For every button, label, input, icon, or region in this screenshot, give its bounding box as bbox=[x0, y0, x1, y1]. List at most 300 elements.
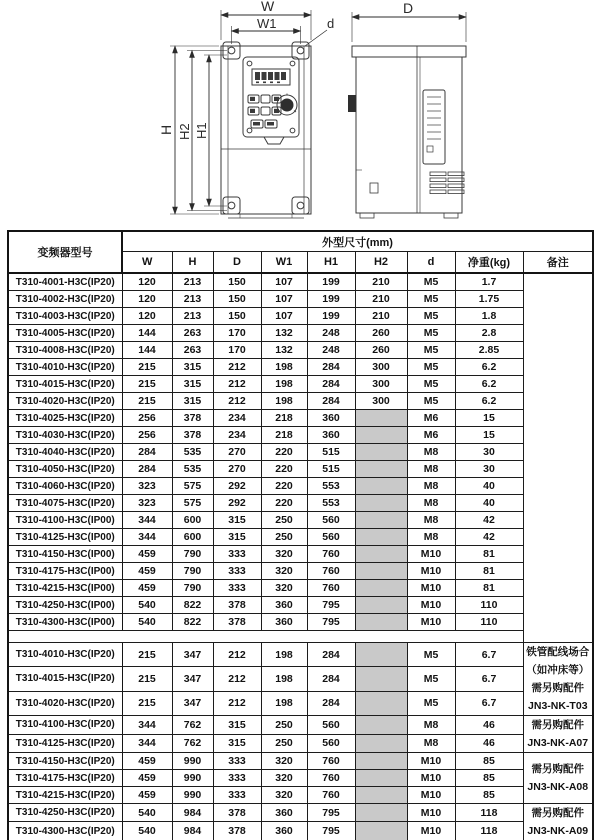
dim-cell: 212 bbox=[213, 393, 261, 410]
dim-cell: 248 bbox=[307, 342, 355, 359]
dim-cell: 40 bbox=[455, 478, 523, 495]
model-cell: T310-4050-H3C(IP20) bbox=[8, 461, 122, 478]
table-row bbox=[8, 359, 593, 376]
model-cell: T310-4215-H3C(IP00) bbox=[8, 580, 122, 597]
dim-cell bbox=[355, 716, 407, 735]
dim-cell: 215 bbox=[122, 359, 172, 376]
table-row bbox=[8, 427, 593, 444]
dim-cell: M8 bbox=[407, 495, 455, 512]
dim-cell: 315 bbox=[213, 734, 261, 753]
dim-cell: 790 bbox=[172, 580, 213, 597]
dim-cell: M5 bbox=[407, 325, 455, 342]
dim-label-h: H bbox=[158, 124, 174, 135]
dim-cell: 6.2 bbox=[455, 376, 523, 393]
dim-cell: M10 bbox=[407, 787, 455, 804]
model-cell: T310-4125-H3C(IP00) bbox=[8, 529, 122, 546]
dim-cell: 107 bbox=[261, 291, 307, 308]
dim-cell: 323 bbox=[122, 478, 172, 495]
dim-cell: 333 bbox=[213, 563, 261, 580]
dimension-drawing bbox=[0, 0, 600, 230]
table-row bbox=[8, 597, 593, 614]
dim-cell: 760 bbox=[307, 787, 355, 804]
header-col-w: W bbox=[122, 252, 172, 274]
dim-cell: M8 bbox=[407, 478, 455, 495]
table-row bbox=[8, 822, 593, 840]
dim-cell: 212 bbox=[213, 359, 261, 376]
dim-cell: 212 bbox=[213, 691, 261, 715]
remark-cell: 需另购配件 JN3-NK-A09 bbox=[523, 804, 593, 840]
front-view bbox=[221, 42, 311, 218]
dim-cell: 553 bbox=[307, 495, 355, 512]
dim-cell: 120 bbox=[122, 273, 172, 291]
model-cell: T310-4250-H3C(IP20) bbox=[8, 804, 122, 822]
dim-cell: 263 bbox=[172, 325, 213, 342]
dim-cell: 990 bbox=[172, 770, 213, 787]
dim-cell: 218 bbox=[261, 427, 307, 444]
model-cell: T310-4060-H3C(IP20) bbox=[8, 478, 122, 495]
dim-cell: 315 bbox=[172, 393, 213, 410]
table-body bbox=[8, 273, 593, 840]
dim-cell: 360 bbox=[261, 597, 307, 614]
dim-cell: 118 bbox=[455, 822, 523, 840]
dim-cell: 256 bbox=[122, 427, 172, 444]
dim-cell: 292 bbox=[213, 478, 261, 495]
knob bbox=[277, 94, 297, 116]
model-cell: T310-4008-H3C(IP20) bbox=[8, 342, 122, 359]
dim-cell: 144 bbox=[122, 325, 172, 342]
dim-cell: 40 bbox=[455, 495, 523, 512]
dim-cell: 360 bbox=[307, 427, 355, 444]
dim-cell: 560 bbox=[307, 716, 355, 735]
table-row bbox=[8, 393, 593, 410]
dim-label-w: W bbox=[261, 0, 275, 14]
dim-cell: 170 bbox=[213, 342, 261, 359]
dim-cell: 150 bbox=[213, 308, 261, 325]
dim-cell: 333 bbox=[213, 787, 261, 804]
dim-cell: M5 bbox=[407, 342, 455, 359]
table-row bbox=[8, 342, 593, 359]
dim-cell bbox=[355, 546, 407, 563]
model-cell: T310-4001-H3C(IP20) bbox=[8, 273, 122, 291]
table-row bbox=[8, 478, 593, 495]
dim-cell: 144 bbox=[122, 342, 172, 359]
dim-cell: 459 bbox=[122, 753, 172, 770]
dim-cell: 795 bbox=[307, 597, 355, 614]
remark-cell bbox=[523, 273, 593, 643]
dim-cell: 344 bbox=[122, 716, 172, 735]
dim-cell: 822 bbox=[172, 614, 213, 631]
table-row bbox=[8, 614, 593, 631]
dim-cell bbox=[355, 478, 407, 495]
dim-cell: 315 bbox=[213, 512, 261, 529]
dim-cell: 347 bbox=[172, 667, 213, 691]
dim-cell: 220 bbox=[261, 495, 307, 512]
model-cell: T310-4100-H3C(IP20) bbox=[8, 716, 122, 735]
dim-cell: 360 bbox=[261, 804, 307, 822]
dim-cell: 250 bbox=[261, 529, 307, 546]
dim-cell bbox=[355, 461, 407, 478]
dim-cell: 198 bbox=[261, 667, 307, 691]
dim-cell: 270 bbox=[213, 461, 261, 478]
table-row bbox=[8, 308, 593, 325]
table-row bbox=[8, 376, 593, 393]
dim-cell: 1.75 bbox=[455, 291, 523, 308]
dim-cell: 284 bbox=[307, 359, 355, 376]
dim-cell: 315 bbox=[172, 359, 213, 376]
table-row bbox=[8, 770, 593, 787]
remark-cell: 需另购配件 JN3-NK-A07 bbox=[523, 716, 593, 753]
dim-cell: 378 bbox=[213, 804, 261, 822]
dim-cell: 320 bbox=[261, 787, 307, 804]
dim-cell: 215 bbox=[122, 376, 172, 393]
dim-cell: 535 bbox=[172, 461, 213, 478]
table-row bbox=[8, 643, 593, 667]
header-col-w1: W1 bbox=[261, 252, 307, 274]
dim-cell: M6 bbox=[407, 410, 455, 427]
dim-cell: M5 bbox=[407, 308, 455, 325]
dim-cell: 990 bbox=[172, 787, 213, 804]
dim-cell: 284 bbox=[307, 691, 355, 715]
dim-cell: 600 bbox=[172, 529, 213, 546]
dim-cell: 378 bbox=[213, 822, 261, 840]
dim-cell: 320 bbox=[261, 546, 307, 563]
dim-cell: M5 bbox=[407, 643, 455, 667]
table-row bbox=[8, 461, 593, 478]
dim-cell bbox=[355, 512, 407, 529]
dim-cell: 320 bbox=[261, 563, 307, 580]
dim-cell: 118 bbox=[455, 804, 523, 822]
dim-cell: 300 bbox=[355, 393, 407, 410]
table-row bbox=[8, 546, 593, 563]
dim-cell: 198 bbox=[261, 393, 307, 410]
dim-cell: 256 bbox=[122, 410, 172, 427]
model-cell: T310-4025-H3C(IP20) bbox=[8, 410, 122, 427]
dim-cell: 199 bbox=[307, 291, 355, 308]
dim-cell: 198 bbox=[261, 376, 307, 393]
model-cell: T310-4015-H3C(IP20) bbox=[8, 667, 122, 691]
dim-cell: M5 bbox=[407, 667, 455, 691]
dim-cell: 320 bbox=[261, 753, 307, 770]
dim-cell: 6.7 bbox=[455, 643, 523, 667]
dim-cell: 795 bbox=[307, 804, 355, 822]
table-row bbox=[8, 716, 593, 735]
dim-cell: 560 bbox=[307, 512, 355, 529]
model-cell: T310-4300-H3C(IP20) bbox=[8, 822, 122, 840]
dim-cell: 762 bbox=[172, 716, 213, 735]
table-row bbox=[8, 753, 593, 770]
dim-cell: 210 bbox=[355, 273, 407, 291]
dim-label-w1: W1 bbox=[257, 16, 277, 31]
dim-cell: M10 bbox=[407, 804, 455, 822]
dim-cell: 2.85 bbox=[455, 342, 523, 359]
dim-cell: M10 bbox=[407, 770, 455, 787]
dim-cell: 199 bbox=[307, 308, 355, 325]
model-cell: T310-4005-H3C(IP20) bbox=[8, 325, 122, 342]
table-row bbox=[8, 512, 593, 529]
dim-cell: M8 bbox=[407, 734, 455, 753]
dim-cell: 984 bbox=[172, 822, 213, 840]
dim-cell: 760 bbox=[307, 563, 355, 580]
dim-cell bbox=[355, 580, 407, 597]
dim-cell: 515 bbox=[307, 461, 355, 478]
dim-cell: M10 bbox=[407, 822, 455, 840]
dim-cell bbox=[355, 563, 407, 580]
dim-cell: 46 bbox=[455, 734, 523, 753]
dim-cell: M8 bbox=[407, 716, 455, 735]
dim-cell: 600 bbox=[172, 512, 213, 529]
dim-cell: 320 bbox=[261, 580, 307, 597]
header-col-remark: 备注 bbox=[523, 252, 593, 274]
dim-cell: 315 bbox=[172, 376, 213, 393]
model-cell: T310-4215-H3C(IP20) bbox=[8, 787, 122, 804]
dim-cell bbox=[355, 734, 407, 753]
dim-cell: 344 bbox=[122, 529, 172, 546]
dim-cell: 198 bbox=[261, 691, 307, 715]
dim-cell: 315 bbox=[213, 529, 261, 546]
header-col-dhole: d bbox=[407, 252, 455, 274]
dim-label-d-depth: D bbox=[403, 0, 414, 16]
dim-cell: 795 bbox=[307, 614, 355, 631]
dim-cell: 320 bbox=[261, 770, 307, 787]
model-cell: T310-4175-H3C(IP20) bbox=[8, 770, 122, 787]
dim-cell: 378 bbox=[213, 614, 261, 631]
dim-cell: 795 bbox=[307, 822, 355, 840]
dim-cell: 85 bbox=[455, 787, 523, 804]
nameplate-sticker bbox=[423, 90, 445, 164]
dim-cell: 210 bbox=[355, 308, 407, 325]
dim-cell: 333 bbox=[213, 753, 261, 770]
dim-cell: 15 bbox=[455, 410, 523, 427]
dim-label-h2: H2 bbox=[177, 123, 192, 140]
dim-cell: 260 bbox=[355, 325, 407, 342]
header-col-h1: H1 bbox=[307, 252, 355, 274]
dim-cell: 284 bbox=[307, 643, 355, 667]
header-model: 变频器型号 bbox=[8, 231, 122, 273]
dim-cell: 85 bbox=[455, 770, 523, 787]
dim-cell: 120 bbox=[122, 308, 172, 325]
model-cell: T310-4020-H3C(IP20) bbox=[8, 691, 122, 715]
dim-cell bbox=[355, 427, 407, 444]
dim-cell: 323 bbox=[122, 495, 172, 512]
dim-cell: 284 bbox=[307, 393, 355, 410]
dim-cell: 344 bbox=[122, 734, 172, 753]
dim-cell: 213 bbox=[172, 291, 213, 308]
model-cell: T310-4030-H3C(IP20) bbox=[8, 427, 122, 444]
table-row bbox=[8, 667, 593, 691]
dim-cell: 212 bbox=[213, 643, 261, 667]
dim-cell: 284 bbox=[307, 376, 355, 393]
dim-cell: M5 bbox=[407, 359, 455, 376]
side-view bbox=[348, 46, 466, 218]
dim-cell: 284 bbox=[122, 444, 172, 461]
dim-cell bbox=[355, 495, 407, 512]
digital-display bbox=[252, 69, 290, 85]
dimension-lines bbox=[170, 10, 466, 214]
dim-cell: 85 bbox=[455, 753, 523, 770]
dim-cell: 42 bbox=[455, 512, 523, 529]
dim-cell: 212 bbox=[213, 376, 261, 393]
dim-cell: M5 bbox=[407, 291, 455, 308]
dim-cell bbox=[355, 753, 407, 770]
dim-cell: 292 bbox=[213, 495, 261, 512]
dim-cell: 760 bbox=[307, 580, 355, 597]
dim-cell: 210 bbox=[355, 291, 407, 308]
dim-cell: 360 bbox=[307, 410, 355, 427]
dim-cell: 540 bbox=[122, 822, 172, 840]
dim-cell: 284 bbox=[122, 461, 172, 478]
spacer-cell bbox=[8, 631, 523, 643]
dim-cell: 260 bbox=[355, 342, 407, 359]
dim-cell: 760 bbox=[307, 546, 355, 563]
dim-cell: 459 bbox=[122, 580, 172, 597]
dim-cell: 6.2 bbox=[455, 359, 523, 376]
dim-cell: 250 bbox=[261, 512, 307, 529]
dim-cell: 984 bbox=[172, 804, 213, 822]
dim-cell: 515 bbox=[307, 444, 355, 461]
dim-label-h1: H1 bbox=[194, 122, 209, 139]
dim-cell bbox=[355, 770, 407, 787]
dim-cell: 120 bbox=[122, 291, 172, 308]
model-cell: T310-4125-H3C(IP20) bbox=[8, 734, 122, 753]
dim-cell: 575 bbox=[172, 495, 213, 512]
dim-cell: 270 bbox=[213, 444, 261, 461]
dim-cell: 107 bbox=[261, 273, 307, 291]
dim-cell: 540 bbox=[122, 597, 172, 614]
dim-cell: 110 bbox=[455, 597, 523, 614]
dim-cell: 560 bbox=[307, 734, 355, 753]
dim-cell: 81 bbox=[455, 580, 523, 597]
model-cell: T310-4020-H3C(IP20) bbox=[8, 393, 122, 410]
table-row bbox=[8, 691, 593, 715]
dim-cell: M8 bbox=[407, 461, 455, 478]
dim-cell: 215 bbox=[122, 691, 172, 715]
dim-cell: 344 bbox=[122, 512, 172, 529]
vent-slots bbox=[430, 172, 464, 194]
dim-cell bbox=[355, 444, 407, 461]
dim-cell: 790 bbox=[172, 546, 213, 563]
dim-cell: 220 bbox=[261, 478, 307, 495]
dim-cell: M8 bbox=[407, 529, 455, 546]
dim-cell: 81 bbox=[455, 563, 523, 580]
table-row bbox=[8, 563, 593, 580]
dim-cell: M10 bbox=[407, 546, 455, 563]
dim-cell: 378 bbox=[172, 427, 213, 444]
dim-cell bbox=[355, 804, 407, 822]
dim-cell bbox=[355, 597, 407, 614]
header-col-d: D bbox=[213, 252, 261, 274]
dim-cell: 81 bbox=[455, 546, 523, 563]
dim-cell: 990 bbox=[172, 753, 213, 770]
dim-cell: 150 bbox=[213, 273, 261, 291]
keypad-buttons bbox=[248, 95, 281, 128]
remark-cell: 需另购配件 JN3-NK-A08 bbox=[523, 753, 593, 804]
dim-label-d-hole: d bbox=[327, 16, 335, 31]
model-cell: T310-4300-H3C(IP00) bbox=[8, 614, 122, 631]
dim-cell: 198 bbox=[261, 359, 307, 376]
table-row bbox=[8, 291, 593, 308]
dim-cell: 575 bbox=[172, 478, 213, 495]
dim-cell: 315 bbox=[213, 716, 261, 735]
dim-cell: 215 bbox=[122, 667, 172, 691]
dim-cell: M10 bbox=[407, 563, 455, 580]
keypad-panel bbox=[243, 57, 299, 137]
dim-cell bbox=[355, 410, 407, 427]
dim-cell: 213 bbox=[172, 308, 213, 325]
dim-cell: 234 bbox=[213, 410, 261, 427]
model-cell: T310-4150-H3C(IP00) bbox=[8, 546, 122, 563]
dim-cell: 360 bbox=[261, 614, 307, 631]
model-cell: T310-4040-H3C(IP20) bbox=[8, 444, 122, 461]
model-cell: T310-4010-H3C(IP20) bbox=[8, 643, 122, 667]
dim-cell: M10 bbox=[407, 597, 455, 614]
dimensions-table bbox=[7, 230, 594, 840]
dim-cell: 110 bbox=[455, 614, 523, 631]
dim-cell: 333 bbox=[213, 546, 261, 563]
dim-cell: M10 bbox=[407, 580, 455, 597]
dim-cell: 822 bbox=[172, 597, 213, 614]
table-row bbox=[8, 410, 593, 427]
dim-cell: 218 bbox=[261, 410, 307, 427]
dim-cell: 42 bbox=[455, 529, 523, 546]
dim-cell: 215 bbox=[122, 393, 172, 410]
dim-cell: 107 bbox=[261, 308, 307, 325]
model-cell: T310-4100-H3C(IP00) bbox=[8, 512, 122, 529]
header-dims-group: 外型尺寸(mm) bbox=[122, 231, 593, 252]
dim-cell: 1.8 bbox=[455, 308, 523, 325]
dim-cell: 132 bbox=[261, 325, 307, 342]
dim-cell bbox=[355, 691, 407, 715]
dim-cell: 333 bbox=[213, 770, 261, 787]
dim-cell bbox=[355, 667, 407, 691]
dim-cell: 459 bbox=[122, 787, 172, 804]
dim-cell: 540 bbox=[122, 804, 172, 822]
model-cell: T310-4175-H3C(IP00) bbox=[8, 563, 122, 580]
dim-cell: 248 bbox=[307, 325, 355, 342]
dim-cell: 347 bbox=[172, 643, 213, 667]
dim-cell: 300 bbox=[355, 359, 407, 376]
dim-cell: 212 bbox=[213, 667, 261, 691]
dim-cell: 170 bbox=[213, 325, 261, 342]
table-row bbox=[8, 804, 593, 822]
dim-cell: 46 bbox=[455, 716, 523, 735]
header-col-h2: H2 bbox=[355, 252, 407, 274]
dim-cell bbox=[355, 822, 407, 840]
dim-cell: 250 bbox=[261, 716, 307, 735]
dim-cell: 234 bbox=[213, 427, 261, 444]
dim-cell: 199 bbox=[307, 273, 355, 291]
dim-cell: M10 bbox=[407, 614, 455, 631]
table-row bbox=[8, 325, 593, 342]
dim-cell: 333 bbox=[213, 580, 261, 597]
dim-cell: 360 bbox=[261, 822, 307, 840]
terminal-block bbox=[348, 95, 356, 112]
dim-cell: M10 bbox=[407, 753, 455, 770]
model-cell: T310-4002-H3C(IP20) bbox=[8, 291, 122, 308]
dim-cell: 15 bbox=[455, 427, 523, 444]
table-row bbox=[8, 273, 593, 291]
dim-cell: M8 bbox=[407, 444, 455, 461]
mounting-tab-bottom-right bbox=[292, 197, 309, 214]
table-row bbox=[8, 787, 593, 804]
dim-cell: 459 bbox=[122, 770, 172, 787]
table-row bbox=[8, 734, 593, 753]
dim-cell: 535 bbox=[172, 444, 213, 461]
header-col-weight: 净重(kg) bbox=[455, 252, 523, 274]
dim-cell: 553 bbox=[307, 478, 355, 495]
dim-cell: M8 bbox=[407, 512, 455, 529]
model-cell: T310-4010-H3C(IP20) bbox=[8, 359, 122, 376]
dim-cell bbox=[355, 529, 407, 546]
